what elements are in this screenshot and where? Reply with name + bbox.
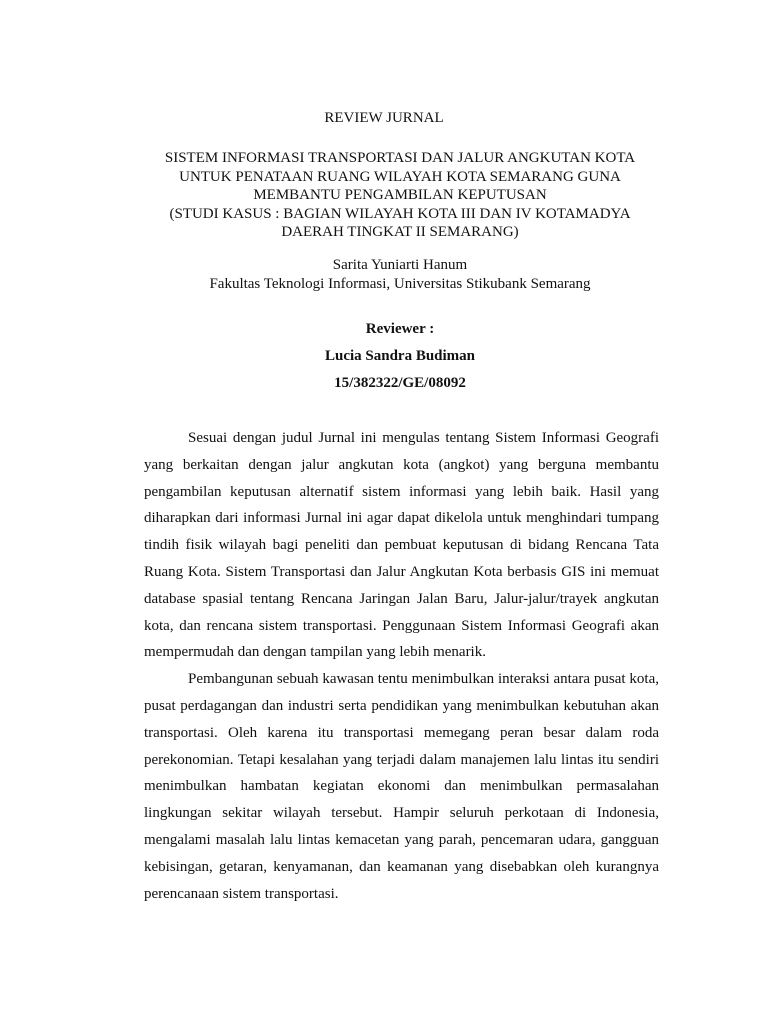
paragraph-line: pusat perdagangan dan industri serta pendidikan yang menimbulkan kebutuhan akan (144, 697, 659, 714)
reviewer-label: Reviewer : (365, 321, 435, 337)
paragraph (144, 425, 659, 666)
journal-title-line: SISTEM INFORMASI TRANSPORTASI DAN JALUR ANGKUTAN KOTA (164, 150, 636, 166)
review-body (144, 425, 659, 907)
paragraph-line: kebisingan, getaran, kenyamanan, dan keamanan yang disebabkan oleh kurangnya (144, 858, 659, 875)
journal-title-line: (STUDI KASUS : BAGIAN WILAYAH KOTA III DAN IV KOTAMADYA (169, 205, 631, 222)
author-block (0, 256, 768, 293)
paragraph-line: mempermudah dan dengan tampilan yang lebih menarik. (144, 644, 486, 661)
paragraph-line: database spasial tentang Rencana Jaringan Jalan Baru, Jalur-jalur/trayek angkutan (144, 590, 659, 607)
reviewer-block (0, 320, 768, 401)
reviewer-name: Lucia Sandra Budiman (324, 348, 476, 364)
paragraph-line: perekonomian. Tetapi kesalahan yang terjadi dalam manajemen lalu lintas itu sendiri (144, 751, 659, 768)
paragraph-line: menimbulkan hambatan kegiatan ekonomi dan menimbulkan permasalahan (144, 778, 659, 795)
paragraph-line: Pembangunan sebuah kawasan tentu menimbulkan interaksi antara pusat kota, (188, 671, 659, 688)
author-name: Sarita Yuniarti Hanum (332, 257, 468, 273)
journal-title (130, 149, 670, 242)
paragraph-line: mengalami masalah lalu lintas kemacetan yang parah, pencemaran udara, gangguan (144, 831, 659, 848)
paragraph (144, 666, 659, 907)
paragraph-line: perencanaan sistem transportasi. (144, 885, 339, 902)
paragraph-line: diharapkan dari informasi Jurnal ini agar dapat dikelola untuk menghindari tumpang (144, 510, 659, 527)
paragraph-line: yang berkaitan dengan jalur angkutan kota (angkot) yang berguna membantu (144, 456, 659, 473)
author-affiliation: Fakultas Teknologi Informasi, Universitas Stikubank Semarang (209, 275, 591, 292)
reviewer-id: 15/382322/GE/08092 (334, 375, 466, 391)
paragraph-line: Ruang Kota. Sistem Transportasi dan Jalur Angkutan Kota berbasis GIS ini memuat (144, 563, 659, 580)
paragraph-line: transportasi. Oleh karena itu transportasi memegang peran besar dalam roda (144, 724, 659, 741)
journal-title-line: DAERAH TINGKAT II SEMARANG) (281, 224, 519, 240)
journal-title-line: UNTUK PENATAAN RUANG WILAYAH KOTA SEMARANG GUNA (179, 168, 621, 185)
paragraph-line: kota, dan rencana sistem transportasi. Penggunaan Sistem Informasi Geografi akan (144, 617, 659, 634)
paragraph-line: lingkungan sekitar wilayah tersebut. Hampir seluruh perkotaan di Indonesia, (144, 805, 659, 822)
paragraph-line: Sesuai dengan judul Jurnal ini mengulas tentang Sistem Informasi Geografi (188, 430, 659, 446)
paragraph-line: tindih fisik wilayah bagi peneliti dan pembuat keputusan di bidang Rencana Tata (144, 537, 659, 554)
journal-title-line: MEMBANTU PENGAMBILAN KEPUTUSAN (253, 187, 547, 203)
paragraph-line: pengambilan keputusan alternatif sistem informasi yang lebih baik. Hasil yang (144, 483, 659, 500)
document-heading: REVIEW JURNAL (324, 110, 444, 126)
